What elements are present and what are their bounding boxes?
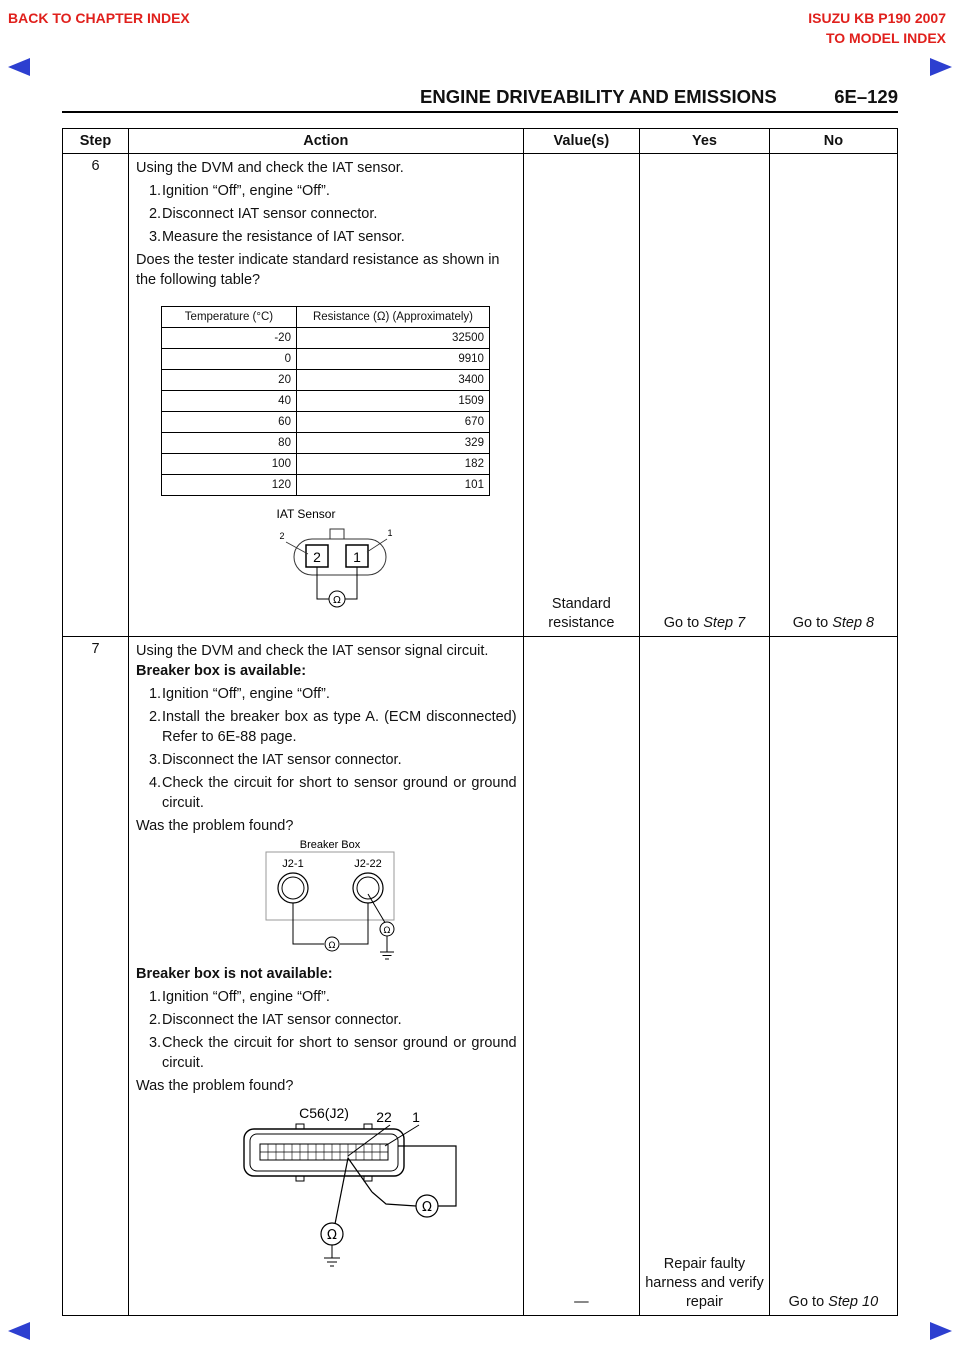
- value-cell: Standard resistance: [523, 154, 640, 637]
- iat-sensor-diagram: [136, 502, 504, 632]
- temp-value: 0: [161, 349, 296, 370]
- diagnostic-table: [62, 128, 898, 1316]
- prev-page-arrow-icon[interactable]: [8, 58, 30, 76]
- pin-j2-1-label: J2-1: [282, 858, 304, 870]
- ecm-connector-diagram: [136, 1096, 504, 1274]
- yes-cell: Repair faulty harness and verify repair: [640, 637, 770, 1316]
- table-header-row: [63, 129, 898, 154]
- section-heading-a: Breaker box is available:: [135, 663, 307, 679]
- no-cell: Go to Step 8: [769, 154, 897, 637]
- pin-1-label: 1: [353, 549, 361, 565]
- action-question-b: Was the problem found?: [135, 1078, 294, 1094]
- list-item: 2. Disconnect the IAT sensor connector.: [148, 1012, 402, 1028]
- action-question: Does the tester indicate standard resistance as shown in the following table?: [135, 252, 500, 288]
- list-item: 2. Install the breaker box as type A. (ECM disconnected) Refer to 6E-88 page.: [148, 709, 517, 745]
- resistance-table: [161, 306, 490, 496]
- ohm-symbol: Ω: [328, 941, 336, 951]
- table-row: [161, 349, 489, 370]
- temp-header: Temperature (°C): [161, 307, 296, 328]
- resistance-header: Resistance (Ω) (Approximately): [296, 307, 489, 328]
- temp-value: 80: [161, 433, 296, 454]
- table-row: [161, 412, 489, 433]
- resistance-value: 670: [296, 412, 489, 433]
- col-header-action: Action: [128, 129, 523, 154]
- table-row: [161, 370, 489, 391]
- temp-value: 120: [161, 475, 296, 496]
- col-header-no: No: [769, 129, 897, 154]
- ohm-symbol: Ω: [383, 926, 391, 936]
- yes-step-link[interactable]: Step 7: [703, 615, 746, 631]
- table-row: [63, 637, 898, 1316]
- action-intro: Using the DVM and check the IAT sensor signal circuit.: [135, 643, 489, 659]
- pin-2-label: 2: [313, 549, 321, 565]
- col-header-step: Step: [63, 129, 129, 154]
- action-question-a: Was the problem found?: [135, 818, 294, 834]
- section-heading-b: Breaker box is not available:: [135, 966, 333, 982]
- step-number: 7: [63, 637, 129, 1316]
- value-cell: —: [523, 637, 640, 1316]
- resistance-value: 1509: [296, 391, 489, 412]
- col-header-values: Value(s): [523, 129, 640, 154]
- action-cell: [128, 637, 523, 1316]
- table-row: [161, 328, 489, 349]
- pin-1-callout: 1: [387, 528, 393, 538]
- list-item: 3. Disconnect the IAT sensor connector.: [148, 752, 402, 768]
- no-step-link[interactable]: Step 10: [828, 1294, 879, 1310]
- yes-cell: Go to Step 7: [640, 154, 770, 637]
- resistance-value: 32500: [296, 328, 489, 349]
- connector-latch: [330, 529, 344, 539]
- connector-c56-label: C56(J2): [299, 1105, 349, 1121]
- temp-value: 100: [161, 454, 296, 475]
- temp-value: 40: [161, 391, 296, 412]
- iat-sensor-label: IAT Sensor: [276, 507, 336, 521]
- temp-value: 20: [161, 370, 296, 391]
- list-item: 1. Ignition “Off”, engine “Off”.: [148, 686, 330, 702]
- next-page-arrow-icon[interactable]: [930, 58, 952, 76]
- to-model-index-link[interactable]: TO MODEL INDEX: [825, 30, 946, 46]
- page-title: ENGINE DRIVEABILITY AND EMISSIONS: [420, 86, 777, 107]
- action-steps-b: [136, 987, 517, 1073]
- resistance-value: 3400: [296, 370, 489, 391]
- no-cell: Go to Step 10: [769, 637, 897, 1316]
- resistance-header-row: [161, 307, 489, 328]
- breaker-box-label: Breaker Box: [299, 839, 361, 851]
- list-item: 3. Check the circuit for short to sensor ground or ground circuit.: [148, 1035, 517, 1071]
- resistance-value: 101: [296, 475, 489, 496]
- table-row: [63, 154, 898, 637]
- pin-2-callout: 2: [279, 531, 285, 541]
- resistance-value: 182: [296, 454, 489, 475]
- list-item: 1. Ignition “Off”, engine “Off”.: [148, 183, 330, 199]
- list-item: 3. Measure the resistance of IAT sensor.: [148, 229, 405, 245]
- resistance-value: 9910: [296, 349, 489, 370]
- pin-1-label: 1: [412, 1109, 420, 1125]
- table-row: [161, 391, 489, 412]
- pin-22-label: 22: [376, 1109, 392, 1125]
- list-item: 4. Check the circuit for short to sensor ground or ground circuit.: [148, 775, 517, 811]
- temp-value: -20: [161, 328, 296, 349]
- col-header-yes: Yes: [640, 129, 770, 154]
- resistance-value: 329: [296, 433, 489, 454]
- breaker-box-diagram: [136, 836, 504, 964]
- next-page-bottom-arrow-icon[interactable]: [930, 1322, 952, 1340]
- table-row: [161, 433, 489, 454]
- ohm-symbol: Ω: [333, 595, 341, 606]
- pin-j2-22-label: J2-22: [354, 858, 382, 870]
- table-row: [161, 454, 489, 475]
- list-item: 1. Ignition “Off”, engine “Off”.: [148, 989, 330, 1005]
- no-step-link[interactable]: Step 8: [832, 615, 875, 631]
- model-title-link[interactable]: ISUZU KB P190 2007: [808, 10, 946, 26]
- action-intro: Using the DVM and check the IAT sensor.: [135, 160, 404, 176]
- table-row: [161, 475, 489, 496]
- prev-page-bottom-arrow-icon[interactable]: [8, 1322, 30, 1340]
- header-divider: [62, 111, 898, 113]
- page-number: 6E–129: [834, 86, 898, 107]
- back-to-chapter-index-link[interactable]: BACK TO CHAPTER INDEX: [8, 10, 190, 26]
- action-steps-a: [136, 684, 517, 813]
- action-cell: [128, 154, 523, 637]
- step-number: 6: [63, 154, 129, 637]
- list-item: 2. Disconnect IAT sensor connector.: [148, 206, 378, 222]
- temp-value: 60: [161, 412, 296, 433]
- action-steps: [136, 181, 517, 247]
- ohm-symbol: Ω: [422, 1200, 432, 1215]
- ohm-symbol: Ω: [327, 1228, 337, 1243]
